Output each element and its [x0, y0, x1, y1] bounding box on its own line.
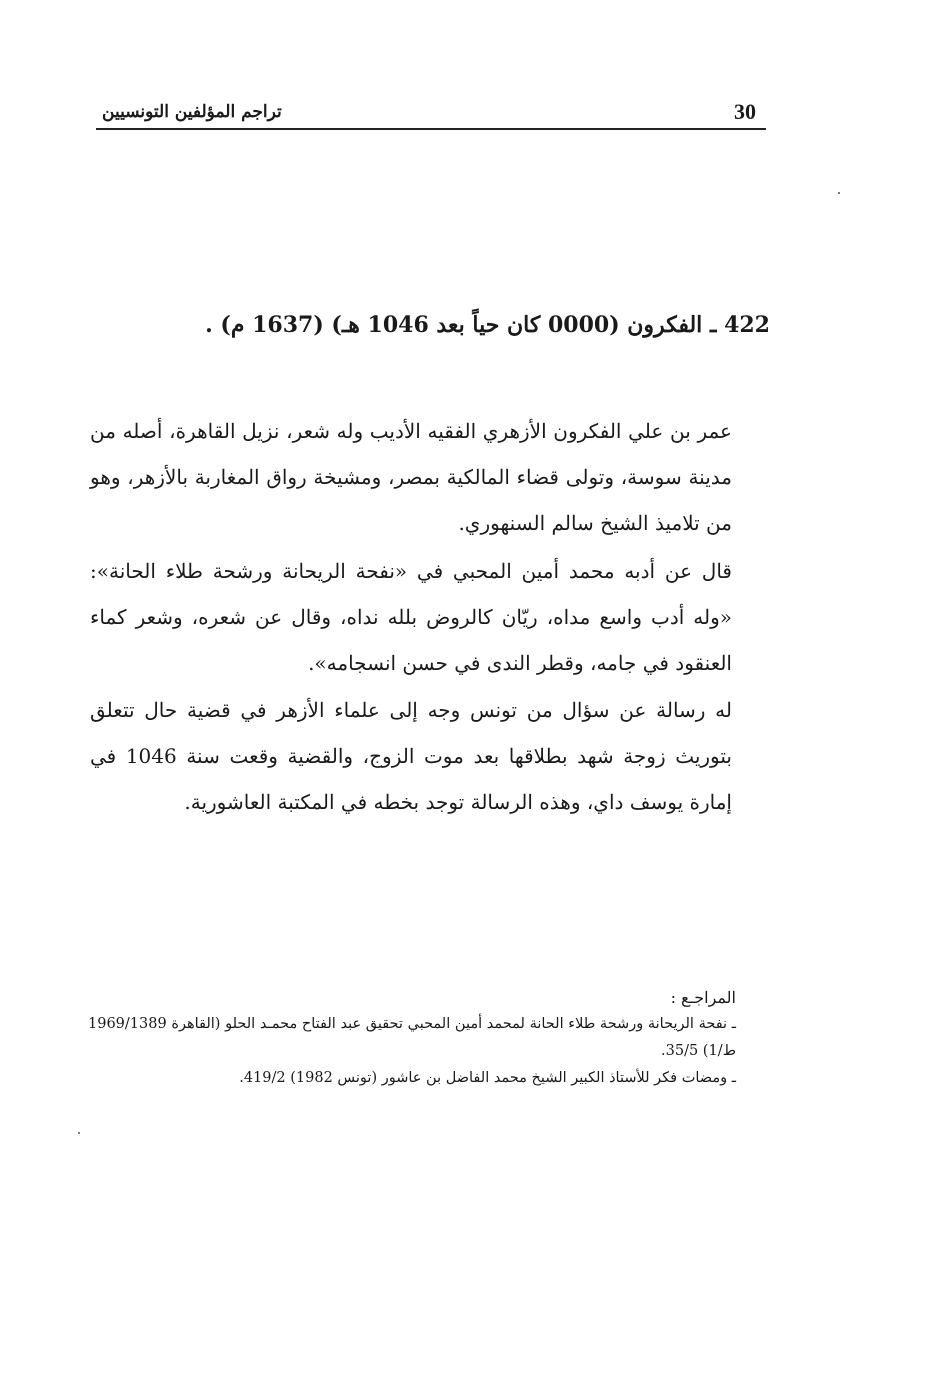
references-section — [88, 984, 736, 1092]
paragraph-literary-praise: قال عن أدبه محمد أمين المحبي في «نفحة الريحانة ورشحة طلاء الحانة»: «وله أدب واسع مداه، ريّان كالروض بلله نداه، وقال عن شعره، وشعر كماء العنقود في جامه، وقطر الندى في حسن انسجامه». — [90, 559, 732, 675]
scan-speck — [838, 192, 840, 194]
reference-item: ـ نفحة الريحانة ورشحة طلاء الحانة لمحمد أمين المحبي تحقيق عبد الفتاح محمـد الحلو (القاهرة 1969/1389 ط/1) 35/5. — [88, 1016, 736, 1059]
page-header — [96, 96, 766, 130]
references-title: المراجـع : — [670, 988, 736, 1007]
entry-heading: 422 ـ الفكرون (0000 كان حياً بعد 1046 هـ) (1637 م) . — [205, 312, 770, 338]
running-title: تراجم المؤلفين التونسيين — [102, 102, 282, 122]
paragraph-biography: عمر بن علي الفكرون الأزهري الفقيه الأديب وله شعر، نزيل القاهرة، أصله من مدينة سوسة، وتولى قضاء المالكية بمصر، ومشيخة رواق المغاربة بالأزهر، وهو من تلاميذ الشيخ سالم السنهوري. — [90, 419, 732, 535]
paragraph-works: له رسالة عن سؤال من تونس وجه إلى علماء الأزهر في قضية حال تتعلق بتوريث زوجة شهد بطلاقها بعد موت الزوج، والقضية وقعت سنة 1046 في إمارة يوسف داي، وهذه الرسالة توجد بخطه في المكتبة العاشورية. — [90, 698, 732, 814]
reference-item: ـ ومضات فكر للأستاذ الكبير الشيخ محمد الفاضل بن عاشور (تونس 1982) 419/2. — [239, 1070, 736, 1086]
page-number: 30 — [734, 99, 756, 124]
scan-speck — [78, 1132, 80, 1134]
